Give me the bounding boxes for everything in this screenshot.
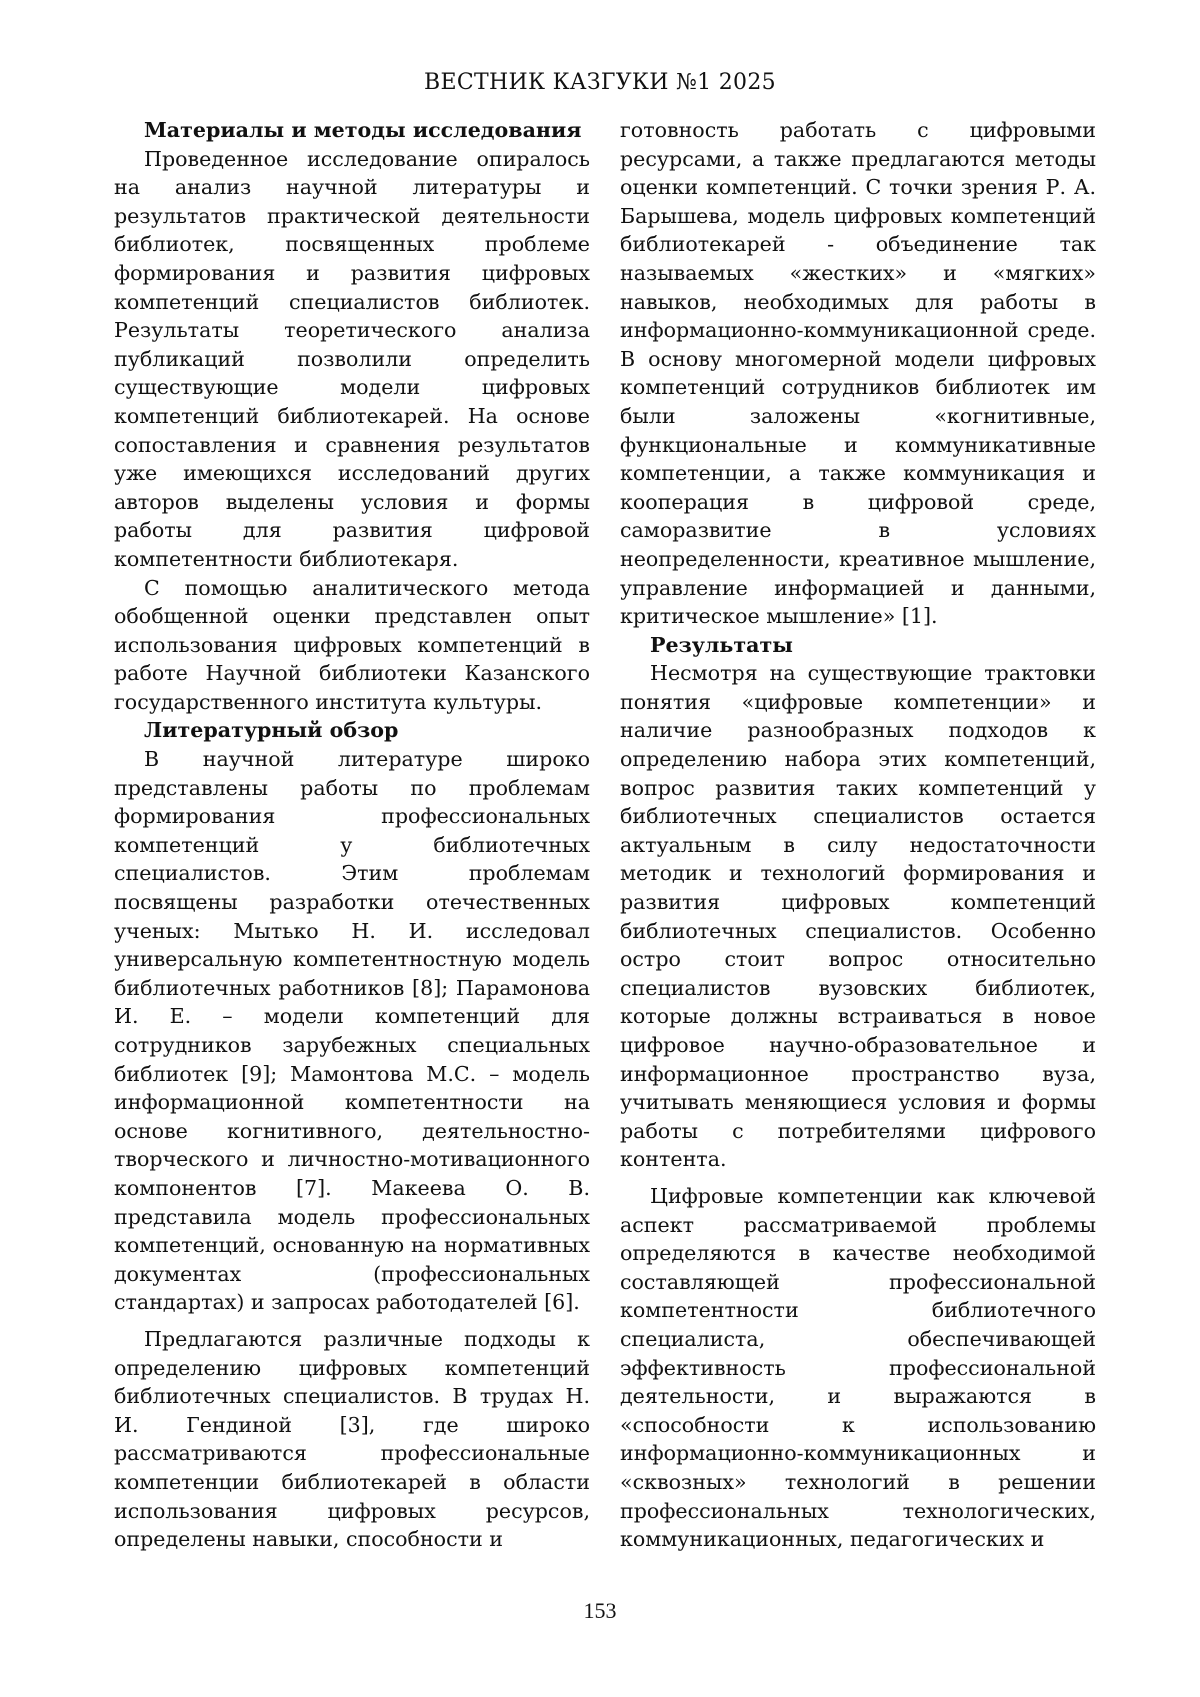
- left-column: [114, 116, 590, 1554]
- paragraph-approaches: Предлагаются различные подходы к определению цифровых компетенций библиотечных специалистов. В трудах Н. И. Гендиной [3], где широко рассматриваются профессиональные компетенции библиотекарей в области использования цифровых ресурсов, определены навыки, способности и: [114, 1326, 590, 1552]
- paragraph-approaches-continued: готовность работать с цифровыми ресурсами, а также предлагаются методы оценки компетенций. С точки зрения Р. А. Барышева, модель цифровых компетенций библиотекарей - объединение так называемых «жестких» и «мягких» навыков, необходимых для работы в информационно-коммуникационной среде. В основу многомерной модели цифровых компетенций сотрудников библиотек им были заложены «когнитивные, функциональные и коммуникативные компетенции, а также коммуникация и кооперация в цифровой среде, саморазвитие в условиях неопределенности, креативное мышление, управление информацией и данными, критическое мышление» [1].: [620, 118, 1096, 629]
- paragraph-methods: Проведенное исследование опиралось на анализ научной литературы и результатов практической деятельности библиотек, посвященных проблеме формирования и развития цифровых компетенций специалистов библиотек. Результаты теоретического анализа публикаций позволили определить существующие модели цифровых компетенций библиотекарей. На основе сопоставления и сравнения результатов уже имеющихся исследований других авторов выделены условия и формы работы для развития цифровой компетентности библиотекаря.: [114, 146, 590, 571]
- running-title: ВЕСТНИК КАЗГУКИ №1 2025: [424, 70, 776, 95]
- section-heading-materials-methods: Материалы и методы исследования: [144, 118, 582, 142]
- section-heading-literature-review: Литературный обзор: [144, 718, 399, 743]
- section-heading-results: Результаты: [650, 632, 793, 657]
- paragraph-analytical-method: С помощью аналитического метода обобщенной оценки представлен опыт использования цифровых компетенций в работе Научной библиотеки Казанского государственного института культуры.: [114, 575, 590, 714]
- page-number: 153: [583, 1598, 617, 1623]
- paragraph-digital-competencies: Цифровые компетенции как ключевой аспект рассматриваемой проблемы определяются в качестве необходимой составляющей профессиональной компетентности библиотечного специалиста, обеспечивающей эффективность профессиональной деятельности, и выражаются в «способности к использованию информационно-коммуникационных и «сквозных» технологий в решении профессиональных технологических, коммуникационных, педагогических и: [620, 1183, 1096, 1552]
- right-column: [620, 116, 1096, 1554]
- paragraph-results: Несмотря на существующие трактовки понятия «цифровые компетенции» и наличие разнообразных подходов к определению набора этих компетенций, вопрос развития таких компетенций у библиотечных специалистов остается актуальным в силу недостаточности методик и технологий формирования и развития цифровых компетенций библиотечных специалистов. Особенно остро стоит вопрос относительно специалистов вузовских библиотек, которые должны встраиваться в новое цифровое научно-образовательное и информационное пространство вуза, учитывать меняющиеся условия и формы работы с потребителями цифрового контента.: [620, 661, 1096, 1172]
- paragraph-literature: В научной литературе широко представлены работы по проблемам формирования профессиональных компетенций у библиотечных специалистов. Этим проблемам посвящены разработки отечественных ученых: Мытько Н. И. исследовал универсальную компетентностную модель библиотечных работников [8]; Парамонова И. Е. – модели компетенций для сотрудников зарубежных специальных библиотек [9]; Мамонтова М.С. – модель информационной компетентности на основе когнитивного, деятельностно-творческого и личностно-мотивационного компонентов [7]. Макеева О. В. представила модель профессиональных компетенций, основанную на нормативных документах (профессиональных стандартах) и запросах работодателей [6].: [114, 747, 590, 1315]
